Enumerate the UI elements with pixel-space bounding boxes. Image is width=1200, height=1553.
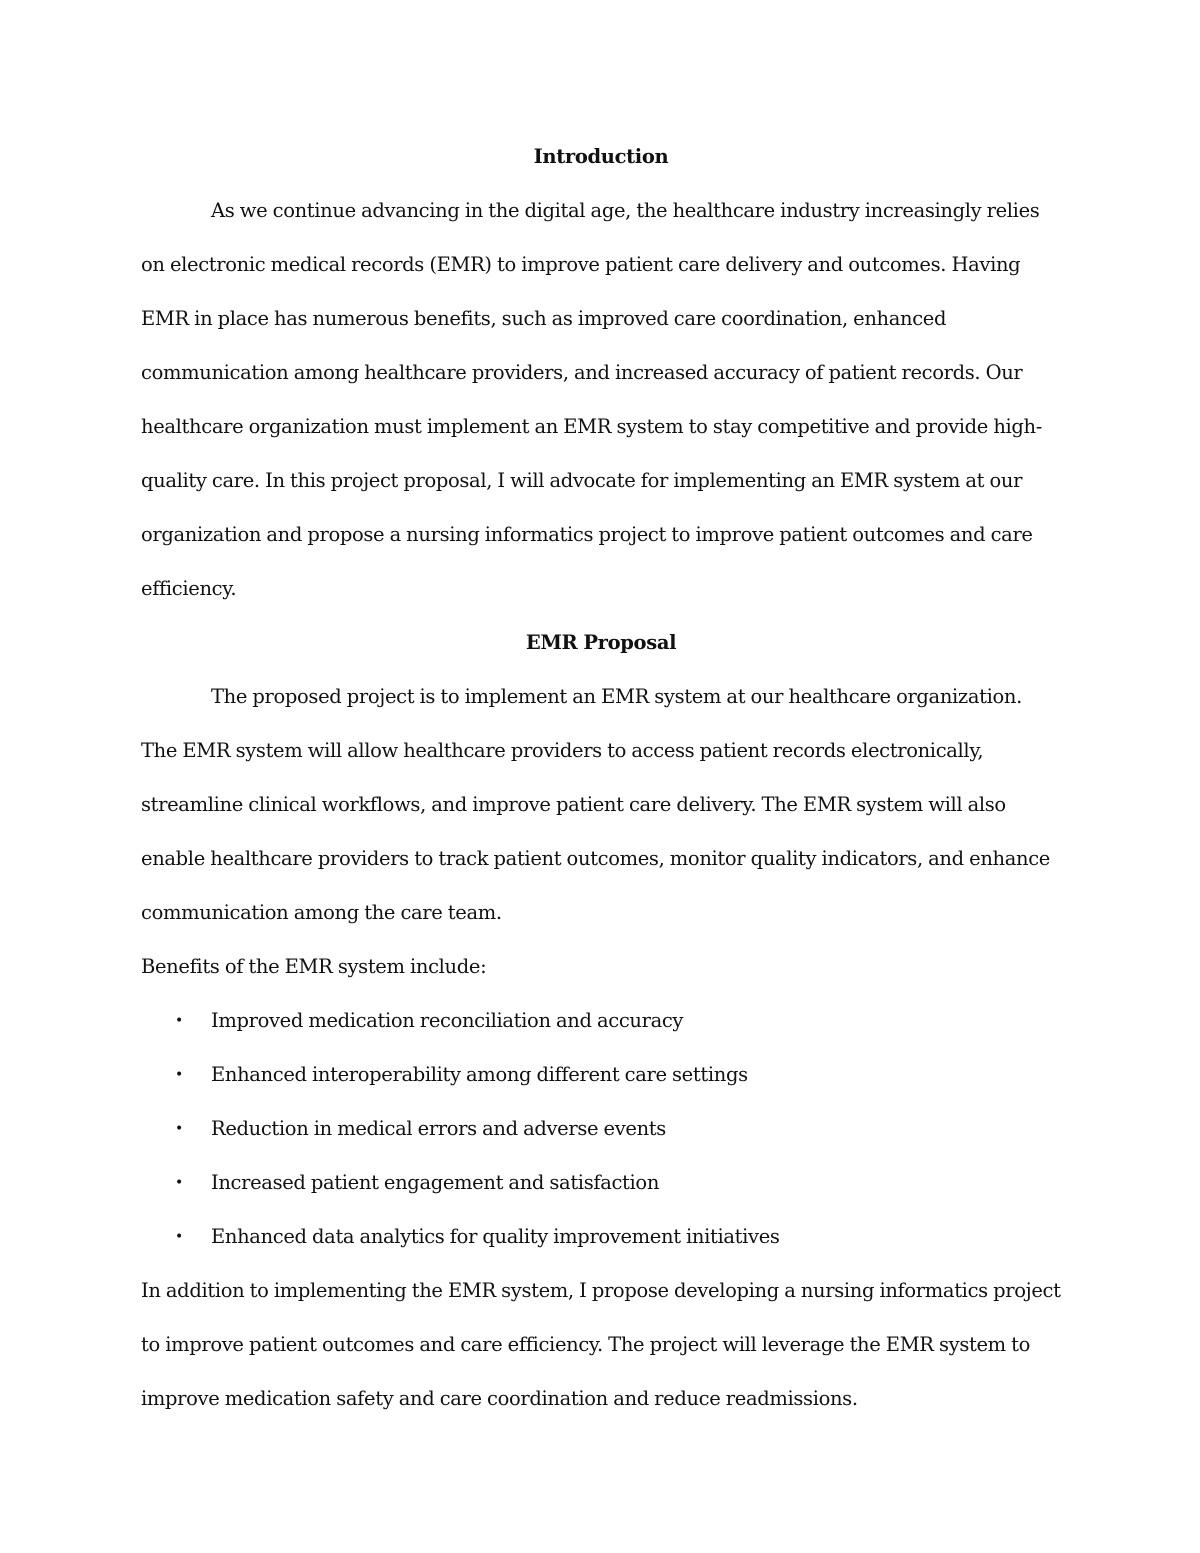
benefit-item bbox=[141, 1102, 1061, 1156]
introduction-heading: Introduction bbox=[533, 145, 669, 168]
bullet-icon: • bbox=[175, 1121, 183, 1137]
benefit-item bbox=[141, 994, 1061, 1048]
introduction-paragraph: As we continue advancing in the digital age, the healthcare industry increasingly relies on electronic medical records (EMR) to improve patient care delivery and outcomes. Having EMR in place has numerous benefits, such as improved care coordination, enhanced communication among healthcare providers, and increased accuracy of patient records. Our healthcare organization must implement an EMR system to stay competitive and provide high-quality care. In this project proposal, I will advocate for implementing an EMR system at our organization and propose a nursing informatics project to improve patient outcomes and care efficiency. bbox=[141, 199, 1043, 600]
benefits-intro: Benefits of the EMR system include: bbox=[141, 955, 487, 978]
benefit-item bbox=[141, 1048, 1061, 1102]
emr-proposal-paragraph: The proposed project is to implement an EMR system at our healthcare organization. The EMR system will allow healthcare providers to access patient records electronically, streamline clinical workflows, and improve patient care delivery. The EMR system will also enable healthcare providers to track patient outcomes, monitor quality indicators, and enhance communication among the care team. bbox=[141, 685, 1050, 924]
benefit-text: Improved medication reconciliation and accuracy bbox=[211, 1009, 684, 1032]
benefit-text: Enhanced data analytics for quality improvement initiatives bbox=[211, 1225, 780, 1248]
benefit-item bbox=[141, 1210, 1061, 1264]
benefit-text: Reduction in medical errors and adverse events bbox=[211, 1117, 666, 1140]
bullet-icon: • bbox=[175, 1067, 183, 1083]
bullet-icon: • bbox=[175, 1229, 183, 1245]
emr-proposal-heading: EMR Proposal bbox=[525, 631, 677, 654]
bullet-icon: • bbox=[175, 1013, 183, 1029]
benefits-list bbox=[141, 994, 1061, 1264]
benefit-text: Enhanced interoperability among different care settings bbox=[211, 1063, 748, 1086]
closing-paragraph: In addition to implementing the EMR system, I propose developing a nursing informatics project to improve patient outcomes and care efficiency. The project will leverage the EMR system to improve medication safety and care coordination and reduce readmissions. bbox=[141, 1279, 1061, 1410]
bullet-icon: • bbox=[175, 1175, 183, 1191]
benefit-item bbox=[141, 1156, 1061, 1210]
document-body bbox=[141, 130, 1061, 1426]
benefit-text: Increased patient engagement and satisfaction bbox=[211, 1171, 660, 1194]
